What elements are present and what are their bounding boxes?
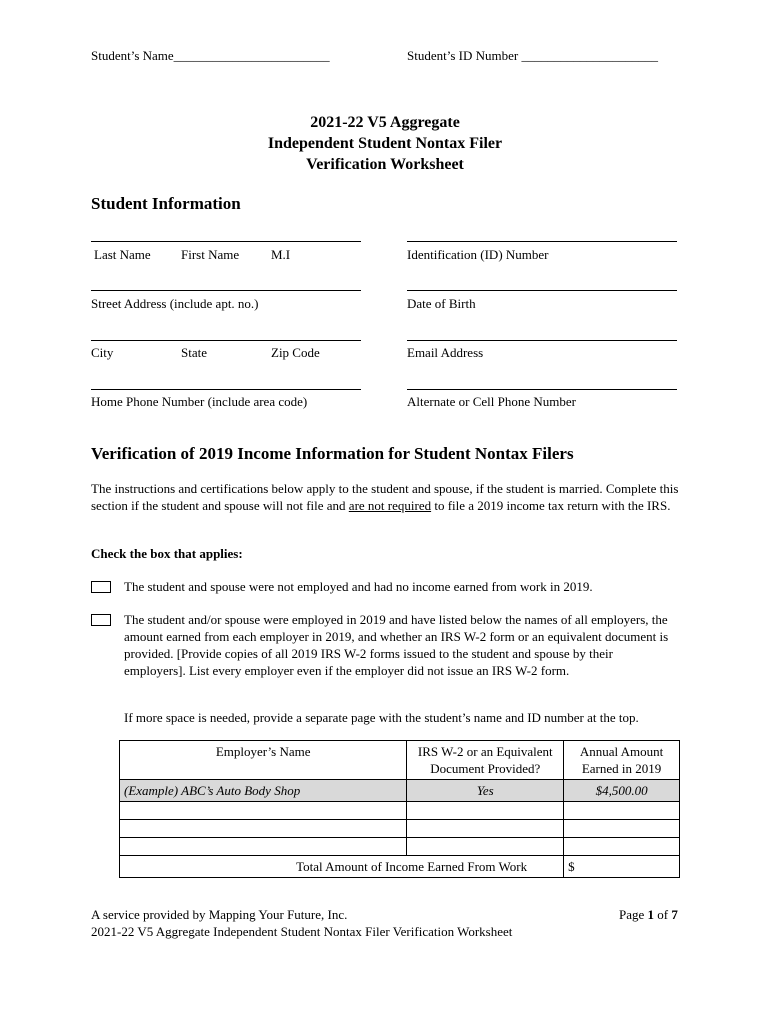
amount-cell[interactable] — [564, 820, 680, 838]
more-space-note: If more space is needed, provide a separate page with the student’s name and ID number at the top. — [124, 710, 639, 725]
w2-cell[interactable] — [407, 820, 564, 838]
header-employer-name: Employer’s Name — [120, 741, 407, 780]
page-number — [619, 907, 678, 923]
header-w2-provided: IRS W-2 or an Equivalent Document Provided? — [407, 741, 564, 780]
employer-cell[interactable] — [120, 838, 407, 856]
mi-label: M.I — [271, 247, 291, 262]
street-label: Street Address (include apt. no.) — [91, 296, 259, 311]
table-row[interactable] — [120, 820, 680, 838]
example-employer: (Example) ABC’s Auto Body Shop — [120, 780, 407, 802]
example-w2: Yes — [407, 780, 564, 802]
student-info-heading: Student Information — [91, 194, 241, 213]
title-line-1: 2021-22 V5 Aggregate — [310, 114, 460, 131]
alt-phone-label: Alternate or Cell Phone Number — [407, 394, 576, 409]
dob-label: Date of Birth — [407, 296, 476, 311]
name-line[interactable] — [91, 241, 361, 242]
first-name-label: First Name — [181, 247, 240, 262]
intro-text-1: The instructions and certifications below apply to the student and spouse, if the student is married. Complete this section if the student and spouse will not file and — [91, 481, 679, 513]
intro-underlined: are not required — [348, 498, 432, 513]
employer-cell[interactable] — [120, 802, 407, 820]
student-id-field[interactable]: Student’s ID Number _____________________ — [407, 48, 658, 63]
total-value[interactable]: $ — [564, 856, 680, 878]
page-total: 7 — [671, 907, 678, 922]
option1-text: The student and spouse were not employed and had no income earned from work in 2019. — [124, 579, 593, 594]
header-annual-amount: Annual Amount Earned in 2019 — [564, 741, 680, 780]
home-phone-label: Home Phone Number (include area code) — [91, 394, 308, 409]
intro-paragraph — [91, 480, 683, 514]
city-line[interactable] — [91, 340, 361, 341]
footer-doc-title: 2021-22 V5 Aggregate Independent Student Nontax Filer Verification Worksheet — [91, 924, 513, 939]
employer-cell[interactable] — [120, 820, 407, 838]
check-heading: Check the box that applies: — [91, 546, 243, 561]
home-phone-line[interactable] — [91, 389, 361, 390]
page-prefix: Page — [619, 907, 648, 922]
title-line-3: Verification Worksheet — [306, 156, 464, 173]
last-name-label: Last Name — [94, 247, 151, 262]
amount-cell[interactable] — [564, 838, 680, 856]
page-of: of — [654, 907, 672, 922]
zip-label: Zip Code — [271, 345, 320, 360]
dob-line[interactable] — [407, 290, 677, 291]
w2-cell[interactable] — [407, 802, 564, 820]
amount-cell[interactable] — [564, 802, 680, 820]
alt-phone-line[interactable] — [407, 389, 677, 390]
state-label: State — [181, 345, 207, 360]
intro-text-2: to file a 2019 income tax return with the IRS. — [431, 498, 671, 513]
employer-table — [119, 740, 680, 878]
verification-heading: Verification of 2019 Income Information for Student Nontax Filers — [91, 444, 574, 463]
city-label: City — [91, 345, 114, 360]
email-line[interactable] — [407, 340, 677, 341]
example-amount: $4,500.00 — [564, 780, 680, 802]
option2-checkbox[interactable] — [91, 614, 111, 626]
title-line-2: Independent Student Nontax Filer — [267, 135, 503, 152]
id-number-label: Identification (ID) Number — [407, 247, 549, 262]
footer-provider: A service provided by Mapping Your Future, Inc. — [91, 907, 348, 922]
page-title — [0, 112, 770, 175]
w2-cell[interactable] — [407, 838, 564, 856]
option1-checkbox[interactable] — [91, 581, 111, 593]
page-current: 1 — [647, 907, 655, 922]
student-name-field[interactable]: Student’s Name________________________ — [91, 48, 330, 63]
id-number-line[interactable] — [407, 241, 677, 242]
table-header-row — [120, 741, 680, 780]
table-row[interactable] — [120, 838, 680, 856]
street-line[interactable] — [91, 290, 361, 291]
table-row-example — [120, 780, 680, 802]
email-label: Email Address — [407, 345, 484, 360]
total-label: Total Amount of Income Earned From Work — [120, 856, 564, 878]
table-total-row — [120, 856, 680, 878]
option2-text: The student and/or spouse were employed in 2019 and have listed below the names of all employers, the amount earned from each employer in 2019, and whether an IRS W-2 form or an equivalent document is provided. [Provide copies of all 2019 IRS W-2 forms issued to the student and spouse by their employers]. List every employer even if the employer did not issue an IRS W-2 form. — [124, 612, 669, 678]
table-row[interactable] — [120, 802, 680, 820]
